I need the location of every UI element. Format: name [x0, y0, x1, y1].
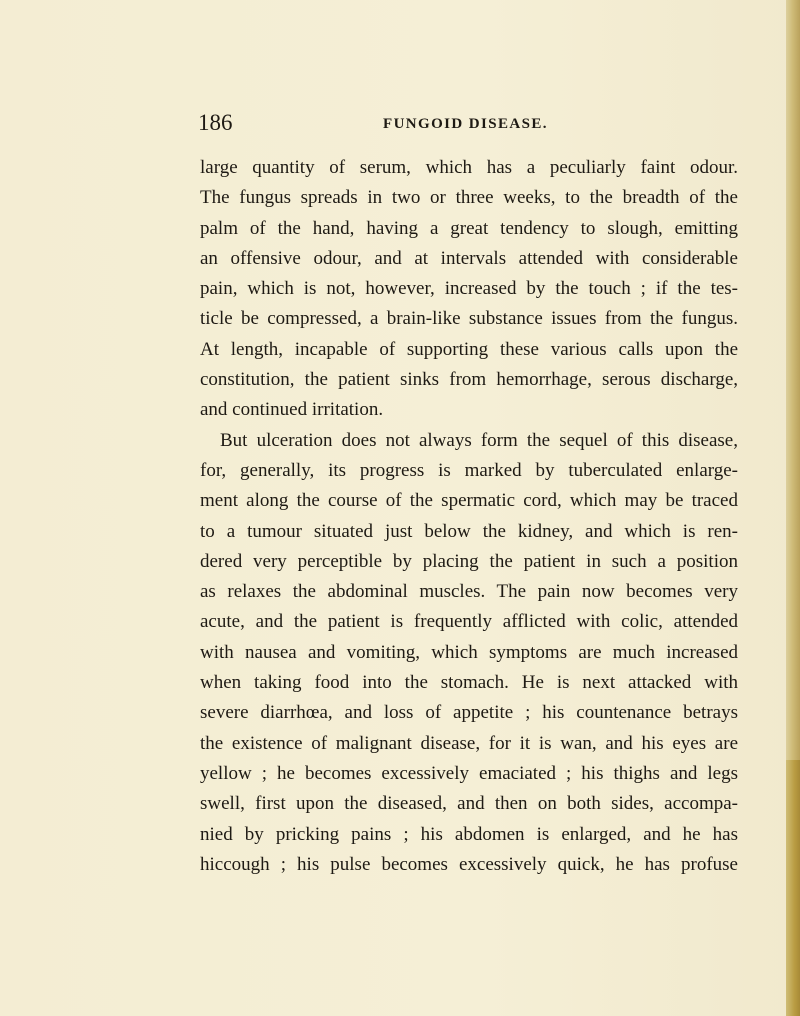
text-line: swell, first upon the diseased, and then on both sides, accompa- — [200, 793, 738, 815]
text-line: ticle be compressed, a brain-like substance issues from the fungus. — [200, 308, 738, 330]
text-line: yellow ; he becomes excessively emaciated ; his thighs and legs — [200, 762, 738, 784]
text-line: dered very perceptible by placing the patient in such a position — [200, 550, 738, 572]
text-line: nied by pricking pains ; his abdomen is enlarged, and he has — [200, 823, 738, 845]
text-line: with nausea and vomiting, which symptoms are much increased — [200, 641, 738, 663]
page-number: 186 — [198, 110, 233, 135]
paragraph-start-line: But ulceration does not always form the sequel of this disease, — [220, 429, 738, 451]
text-line: ment along the course of the spermatic cord, which may be traced — [200, 490, 738, 512]
text-line: as relaxes the abdominal muscles. The pain now becomes very — [200, 581, 738, 603]
text-line: acute, and the patient is frequently afflicted with colic, attended — [200, 611, 738, 633]
text-line: large quantity of serum, which has a peculiarly faint odour. — [200, 157, 738, 178]
body-text — [200, 153, 738, 880]
text-line: pain, which is not, however, increased by the touch ; if the tes- — [200, 278, 738, 300]
text-line: constitution, the patient sinks from hemorrhage, serous discharge, — [200, 369, 738, 391]
text-line: The fungus spreads in two or three weeks, to the breadth of the — [200, 187, 738, 209]
text-line: to a tumour situated just below the kidney, and which is ren- — [200, 520, 738, 542]
text-line: and continued irritation. — [200, 399, 384, 421]
running-head: FUNGOID DISEASE. — [383, 116, 548, 132]
text-line: hiccough ; his pulse becomes excessively quick, he has profuse — [200, 853, 738, 875]
text-line: when taking food into the stomach. He is next attacked with — [200, 672, 738, 694]
text-line: for, generally, its progress is marked by tuberculated enlarge- — [200, 459, 738, 481]
page-header — [0, 108, 800, 138]
text-line: the existence of malignant disease, for it is wan, and his eyes are — [200, 732, 738, 754]
page-edge-stain — [786, 760, 800, 1016]
text-line: an offensive odour, and at intervals attended with considerable — [200, 247, 738, 269]
text-line: palm of the hand, having a great tendency to slough, emitting — [200, 217, 738, 239]
text-line: severe diarrhœa, and loss of appetite ; his countenance betrays — [200, 702, 738, 724]
text-line: At length, incapable of supporting these various calls upon the — [200, 338, 738, 360]
